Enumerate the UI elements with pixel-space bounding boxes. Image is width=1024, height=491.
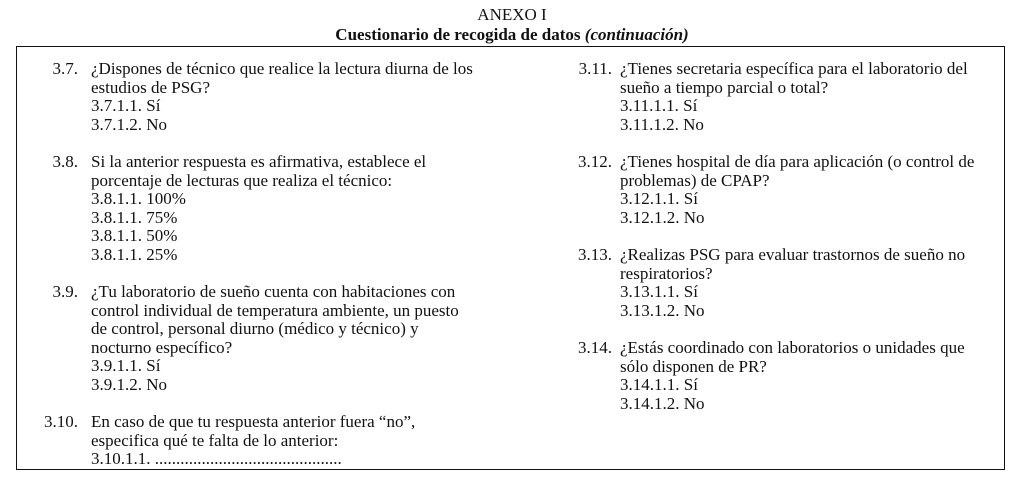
question-block: [46, 60, 516, 134]
answer-option: 3.8.1.1. 50%: [91, 226, 178, 245]
question-text-line: ¿Tienes secretaria específica para el laboratorio del: [620, 59, 968, 78]
question-text-line: ¿Tu laboratorio de sueño cuenta con habitaciones con: [91, 282, 456, 301]
questionnaire-title: [0, 25, 1024, 45]
question-number: 3.13.: [578, 245, 612, 264]
question-number: 3.9.: [52, 282, 78, 301]
answer-option: 3.9.1.1. Sí: [91, 356, 161, 375]
question-text-line: ¿Realizas PSG para evaluar trastornos de sueño no: [620, 245, 966, 264]
question-text-line: control individual de temperatura ambiente, un puesto: [91, 300, 459, 320]
answer-option: 3.8.1.1. 75%: [91, 207, 178, 227]
question-text-line: de control, personal diurno (médico y técnico) y: [91, 319, 419, 338]
question-text-line: ¿Tienes hospital de día para aplicación (o control de: [620, 152, 975, 171]
question-text-line: ¿Estás coordinado con laboratorios o unidades que: [620, 338, 965, 357]
question-text-line: ¿Dispones de técnico que realice la lectura diurna de los: [91, 59, 473, 78]
question-text-line: problemas) de CPAP?: [620, 170, 770, 190]
question-text-line: Si la anterior respuesta es afirmativa, establece el: [91, 152, 427, 171]
answer-option: 3.7.1.1. Sí: [91, 96, 161, 115]
question-body: [620, 339, 998, 413]
question-number: 3.10.: [44, 412, 78, 431]
question-text-line: respiratorios?: [620, 263, 713, 283]
answer-option: 3.14.1.2. No: [620, 393, 705, 413]
answer-option: 3.13.1.2. No: [620, 300, 705, 320]
answer-option: 3.9.1.2. No: [91, 374, 168, 394]
answer-option: 3.7.1.2. No: [91, 114, 168, 134]
answer-option: 3.11.1.2. No: [620, 114, 704, 134]
question-block: [568, 153, 998, 227]
question-body: [620, 60, 998, 134]
annex-heading: ANEXO I: [477, 5, 547, 24]
answer-option: 3.13.1.1. Sí: [620, 282, 698, 301]
question-body: [91, 413, 516, 469]
question-number: 3.14.: [578, 338, 612, 357]
question-block: [46, 153, 516, 264]
question-block: [568, 339, 998, 413]
answer-option: 3.14.1.1. Sí: [620, 375, 698, 394]
title-text: Cuestionario de recogida de datos: [335, 25, 581, 44]
question-block: [568, 246, 998, 320]
question-text-line: especifica qué te falta de lo anterior:: [91, 430, 339, 450]
question-number: 3.12.: [578, 152, 612, 171]
question-body: [91, 60, 516, 134]
question-text-line: En caso de que tu respuesta anterior fuera “no”,: [91, 412, 416, 431]
left-question-column: [46, 60, 516, 488]
answer-option: 3.10.1.1. ............................................: [91, 449, 342, 468]
question-text-line: nocturno específico?: [91, 337, 233, 357]
question-block: [46, 413, 516, 469]
question-text-line: sueño a tiempo parcial o total?: [620, 77, 829, 97]
right-question-column: [568, 60, 998, 432]
answer-option: 3.8.1.1. 100%: [91, 189, 186, 208]
question-body: [620, 246, 998, 320]
answer-option: 3.12.1.1. Sí: [620, 189, 698, 208]
question-number: 3.7.: [52, 59, 78, 78]
question-number: 3.11.: [578, 59, 612, 78]
question-body: [620, 153, 998, 227]
title-continuation: (continuación): [584, 25, 689, 44]
question-body: [91, 283, 516, 394]
question-block: [568, 60, 998, 134]
question-body: [91, 153, 516, 264]
answer-option: 3.12.1.2. No: [620, 207, 705, 227]
answer-option: 3.8.1.1. 25%: [91, 244, 178, 264]
question-number: 3.8.: [52, 152, 78, 171]
question-text-line: porcentaje de lecturas que realiza el técnico:: [91, 170, 393, 190]
answer-option: 3.11.1.1. Sí: [620, 96, 698, 115]
question-text-line: estudios de PSG?: [91, 77, 210, 97]
question-block: [46, 283, 516, 394]
question-text-line: sólo disponen de PR?: [620, 356, 767, 376]
